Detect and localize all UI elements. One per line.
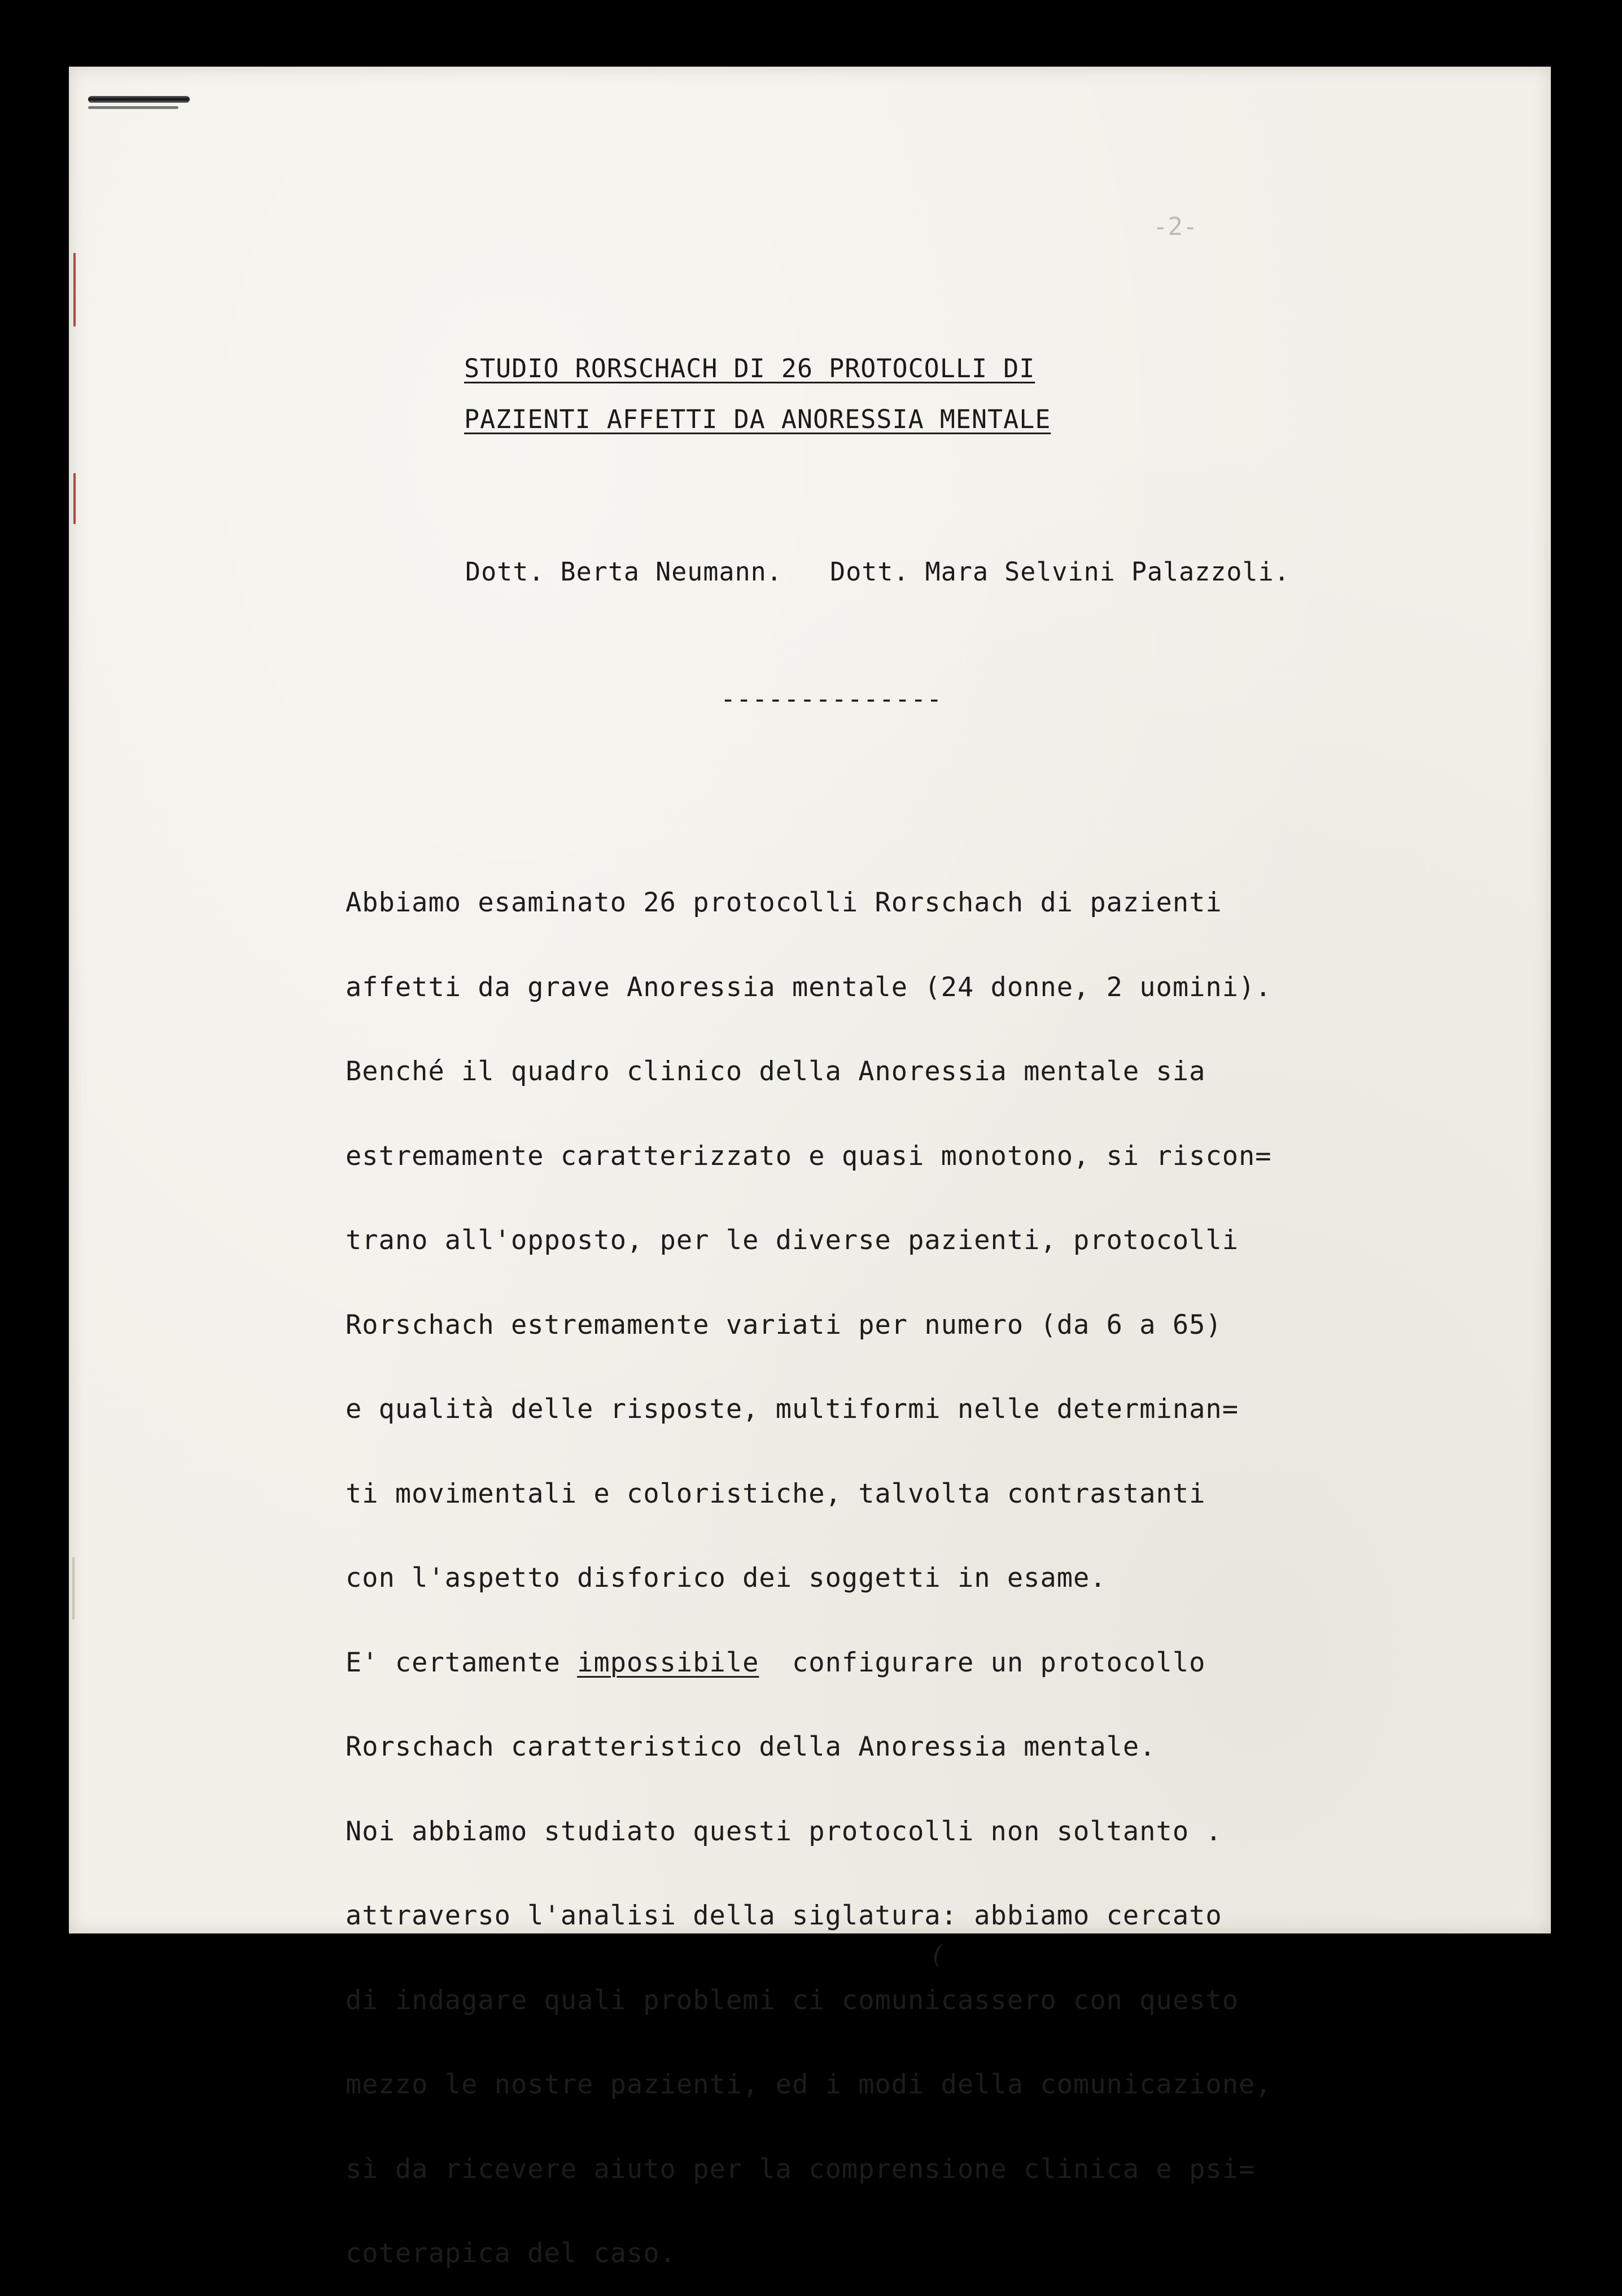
line-prefix: E' certamente [346, 1647, 578, 1678]
body-paragraph [346, 861, 1531, 2296]
staple-icon [88, 96, 190, 103]
title-line-2: PAZIENTI AFFETTI DA ANORESSIA MENTALE [464, 404, 1051, 434]
edge-mark [72, 1557, 75, 1620]
body-line: mezzo le nostre pazienti, ed i modi della comunicazione, [346, 2069, 1272, 2100]
staple-shadow [88, 106, 178, 109]
body-line: coterapica del caso. [346, 2238, 676, 2269]
body-line: di indagare quali problemi ci comunicassero con questo [346, 1984, 1239, 2016]
body-line-emphasis [346, 1621, 1531, 1705]
title-line-1: STUDIO RORSCHACH DI 26 PROTOCOLLI DI [464, 353, 1035, 383]
body-line: estremamente caratterizzato e quasi monotono, si riscon= [346, 1140, 1272, 1172]
page-number: -2- [1153, 212, 1198, 241]
body-line: e qualità delle risposte, multiformi nelle determinan= [346, 1394, 1239, 1425]
body-line: con l'aspetto disforico dei soggetti in esame. [346, 1562, 1107, 1594]
edge-mark [73, 473, 76, 524]
body-line: Benché il quadro clinico della Anoressia mentale sia [346, 1056, 1206, 1087]
body-line: trano all'opposto, per le diverse pazienti, protocolli [346, 1225, 1239, 1256]
body-line: Abbiamo esaminato 26 protocolli Rorschach di pazienti [346, 887, 1222, 918]
body-line: attraverso l'analisi della siglatura: abbiamo cercato [346, 1900, 1222, 1931]
edge-mark [73, 253, 76, 326]
closing-mark: ( [933, 1940, 943, 1969]
body-line: Rorschach caratteristico della Anoressia mentale. [346, 1731, 1156, 1762]
authors: Dott. Berta Neumann. Dott. Mara Selvini Palazzoli. [465, 557, 1290, 587]
underlined-word: impossibile [577, 1647, 759, 1678]
body-line: ti movimentali e coloristiche, talvolta contrastanti [346, 1478, 1206, 1509]
line-suffix: configurare un protocollo [759, 1647, 1206, 1678]
document-page [69, 67, 1551, 2269]
body-line: sì da ricevere aiuto per la comprensione clinica e psi= [346, 2153, 1256, 2185]
separator-line: -------------- [720, 684, 943, 714]
body-line: Rorschach estremamente variati per numero (da 6 a 65) [346, 1309, 1222, 1341]
body-line: Noi abbiamo studiato questi protocolli non soltanto . [346, 1815, 1222, 1847]
body-line: affetti da grave Anoressia mentale (24 donne, 2 uomini). [346, 971, 1272, 1003]
